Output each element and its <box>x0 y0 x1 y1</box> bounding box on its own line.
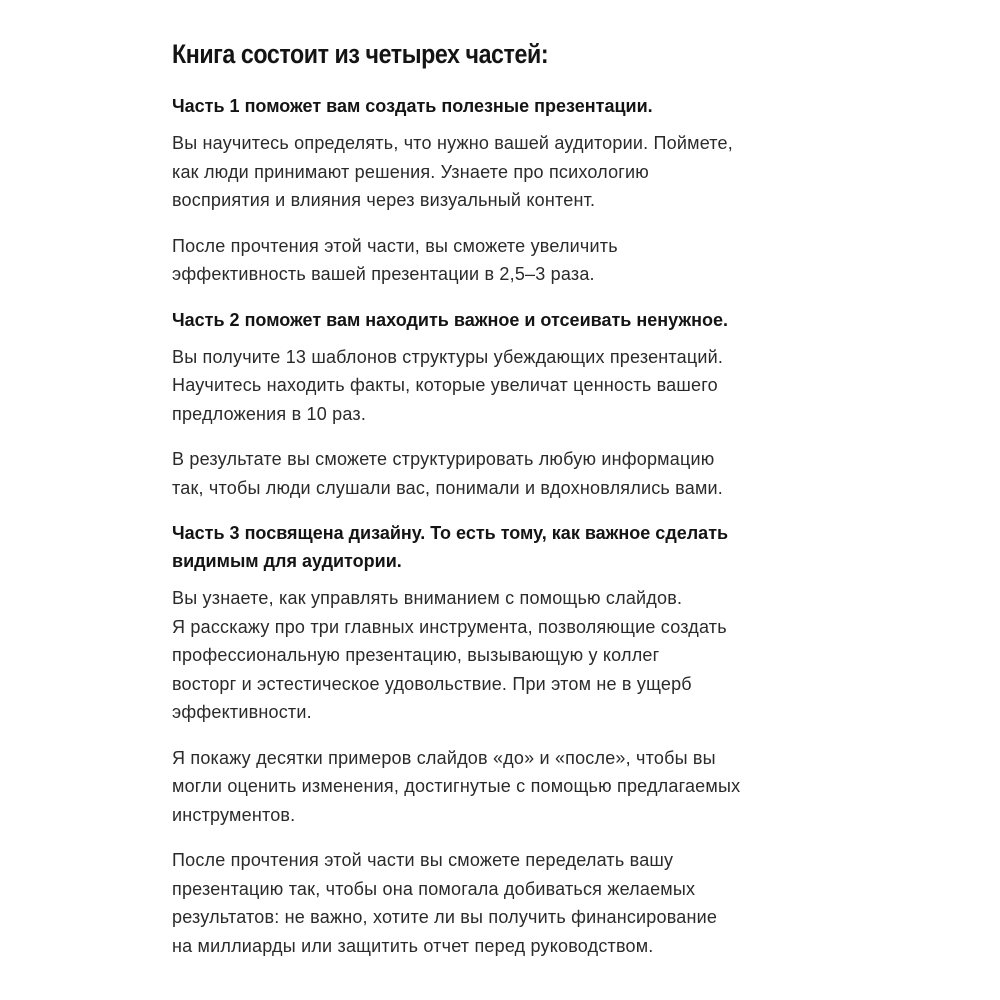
text-line: восторг и эстестическое удовольствие. При этом не в ущерб <box>172 673 692 694</box>
text-line: могли оценить изменения, достигнутые с помощью предлагаемых <box>172 776 741 796</box>
part-3-paragraph-2 <box>172 744 852 830</box>
text-line: восприятия и влияния через визуальный контент. <box>172 190 596 210</box>
part-2-title <box>172 306 852 334</box>
text-line: После прочтения этой части вы сможете переделать вашу <box>172 850 674 870</box>
text-line: В результате вы сможете структурировать любую информацию <box>172 449 715 469</box>
part-title-line: Часть 2 поможет вам находить важное и отсеивать ненужное. <box>172 309 728 330</box>
text-line: Я покажу десятки примеров слайдов «до» и «после», чтобы вы <box>172 747 716 768</box>
text-line: инструментов. <box>172 804 296 825</box>
text-line: на миллиарды или защитить отчет перед руководством. <box>172 935 654 956</box>
text-line: так, чтобы люди слушали вас, понимали и вдохновлялись вами. <box>172 477 723 498</box>
part-title-line: Часть 3 посвящена дизайну. То есть тому, как важное сделать <box>172 523 729 543</box>
part-1-paragraph-1 <box>172 129 852 215</box>
text-line: эффективности. <box>172 702 312 722</box>
text-line: Я расскажу про три главных инструмента, позволяющие создать <box>172 616 727 637</box>
part-1-title <box>172 92 852 120</box>
text-line: Вы узнаете, как управлять вниманием с помощью слайдов. <box>172 588 683 608</box>
part-3-paragraph-3 <box>172 846 852 960</box>
part-1-section <box>172 92 852 289</box>
part-title-line: видимым для аудитории. <box>172 551 402 571</box>
text-line: После прочтения этой части, вы сможете увеличить <box>172 235 618 256</box>
text-line: Вы научитесь определять, что нужно вашей аудитории. Поймете, <box>172 133 733 153</box>
text-line: эффективность вашей презентации в 2,5–3 раза. <box>172 264 595 284</box>
part-2-paragraph-1 <box>172 343 852 429</box>
book-description <box>172 36 852 977</box>
part-2-section <box>172 306 852 503</box>
text-line: презентацию так, чтобы она помогала добиваться желаемых <box>172 878 696 899</box>
text-line: предложения в 10 раз. <box>172 403 367 424</box>
text-line: профессиональную презентацию, вызывающую у коллег <box>172 645 660 665</box>
text-line: Научитесь находить факты, которые увеличат ценность вашего <box>172 375 718 395</box>
text-line: результатов: не важно, хотите ли вы получить финансирование <box>172 907 718 927</box>
part-2-paragraph-2 <box>172 445 852 502</box>
part-3-section <box>172 519 852 960</box>
part-3-paragraph-1 <box>172 584 852 727</box>
page-title: Книга состоит из четырех частей: <box>172 39 549 69</box>
text-line: как люди принимают решения. Узнаете про психологию <box>172 161 649 182</box>
text-line: Вы получите 13 шаблонов структуры убеждающих презентаций. <box>172 346 724 367</box>
part-title-line: Часть 1 поможет вам создать полезные презентации. <box>172 96 653 116</box>
part-3-title <box>172 519 852 575</box>
part-1-paragraph-2 <box>172 232 852 289</box>
